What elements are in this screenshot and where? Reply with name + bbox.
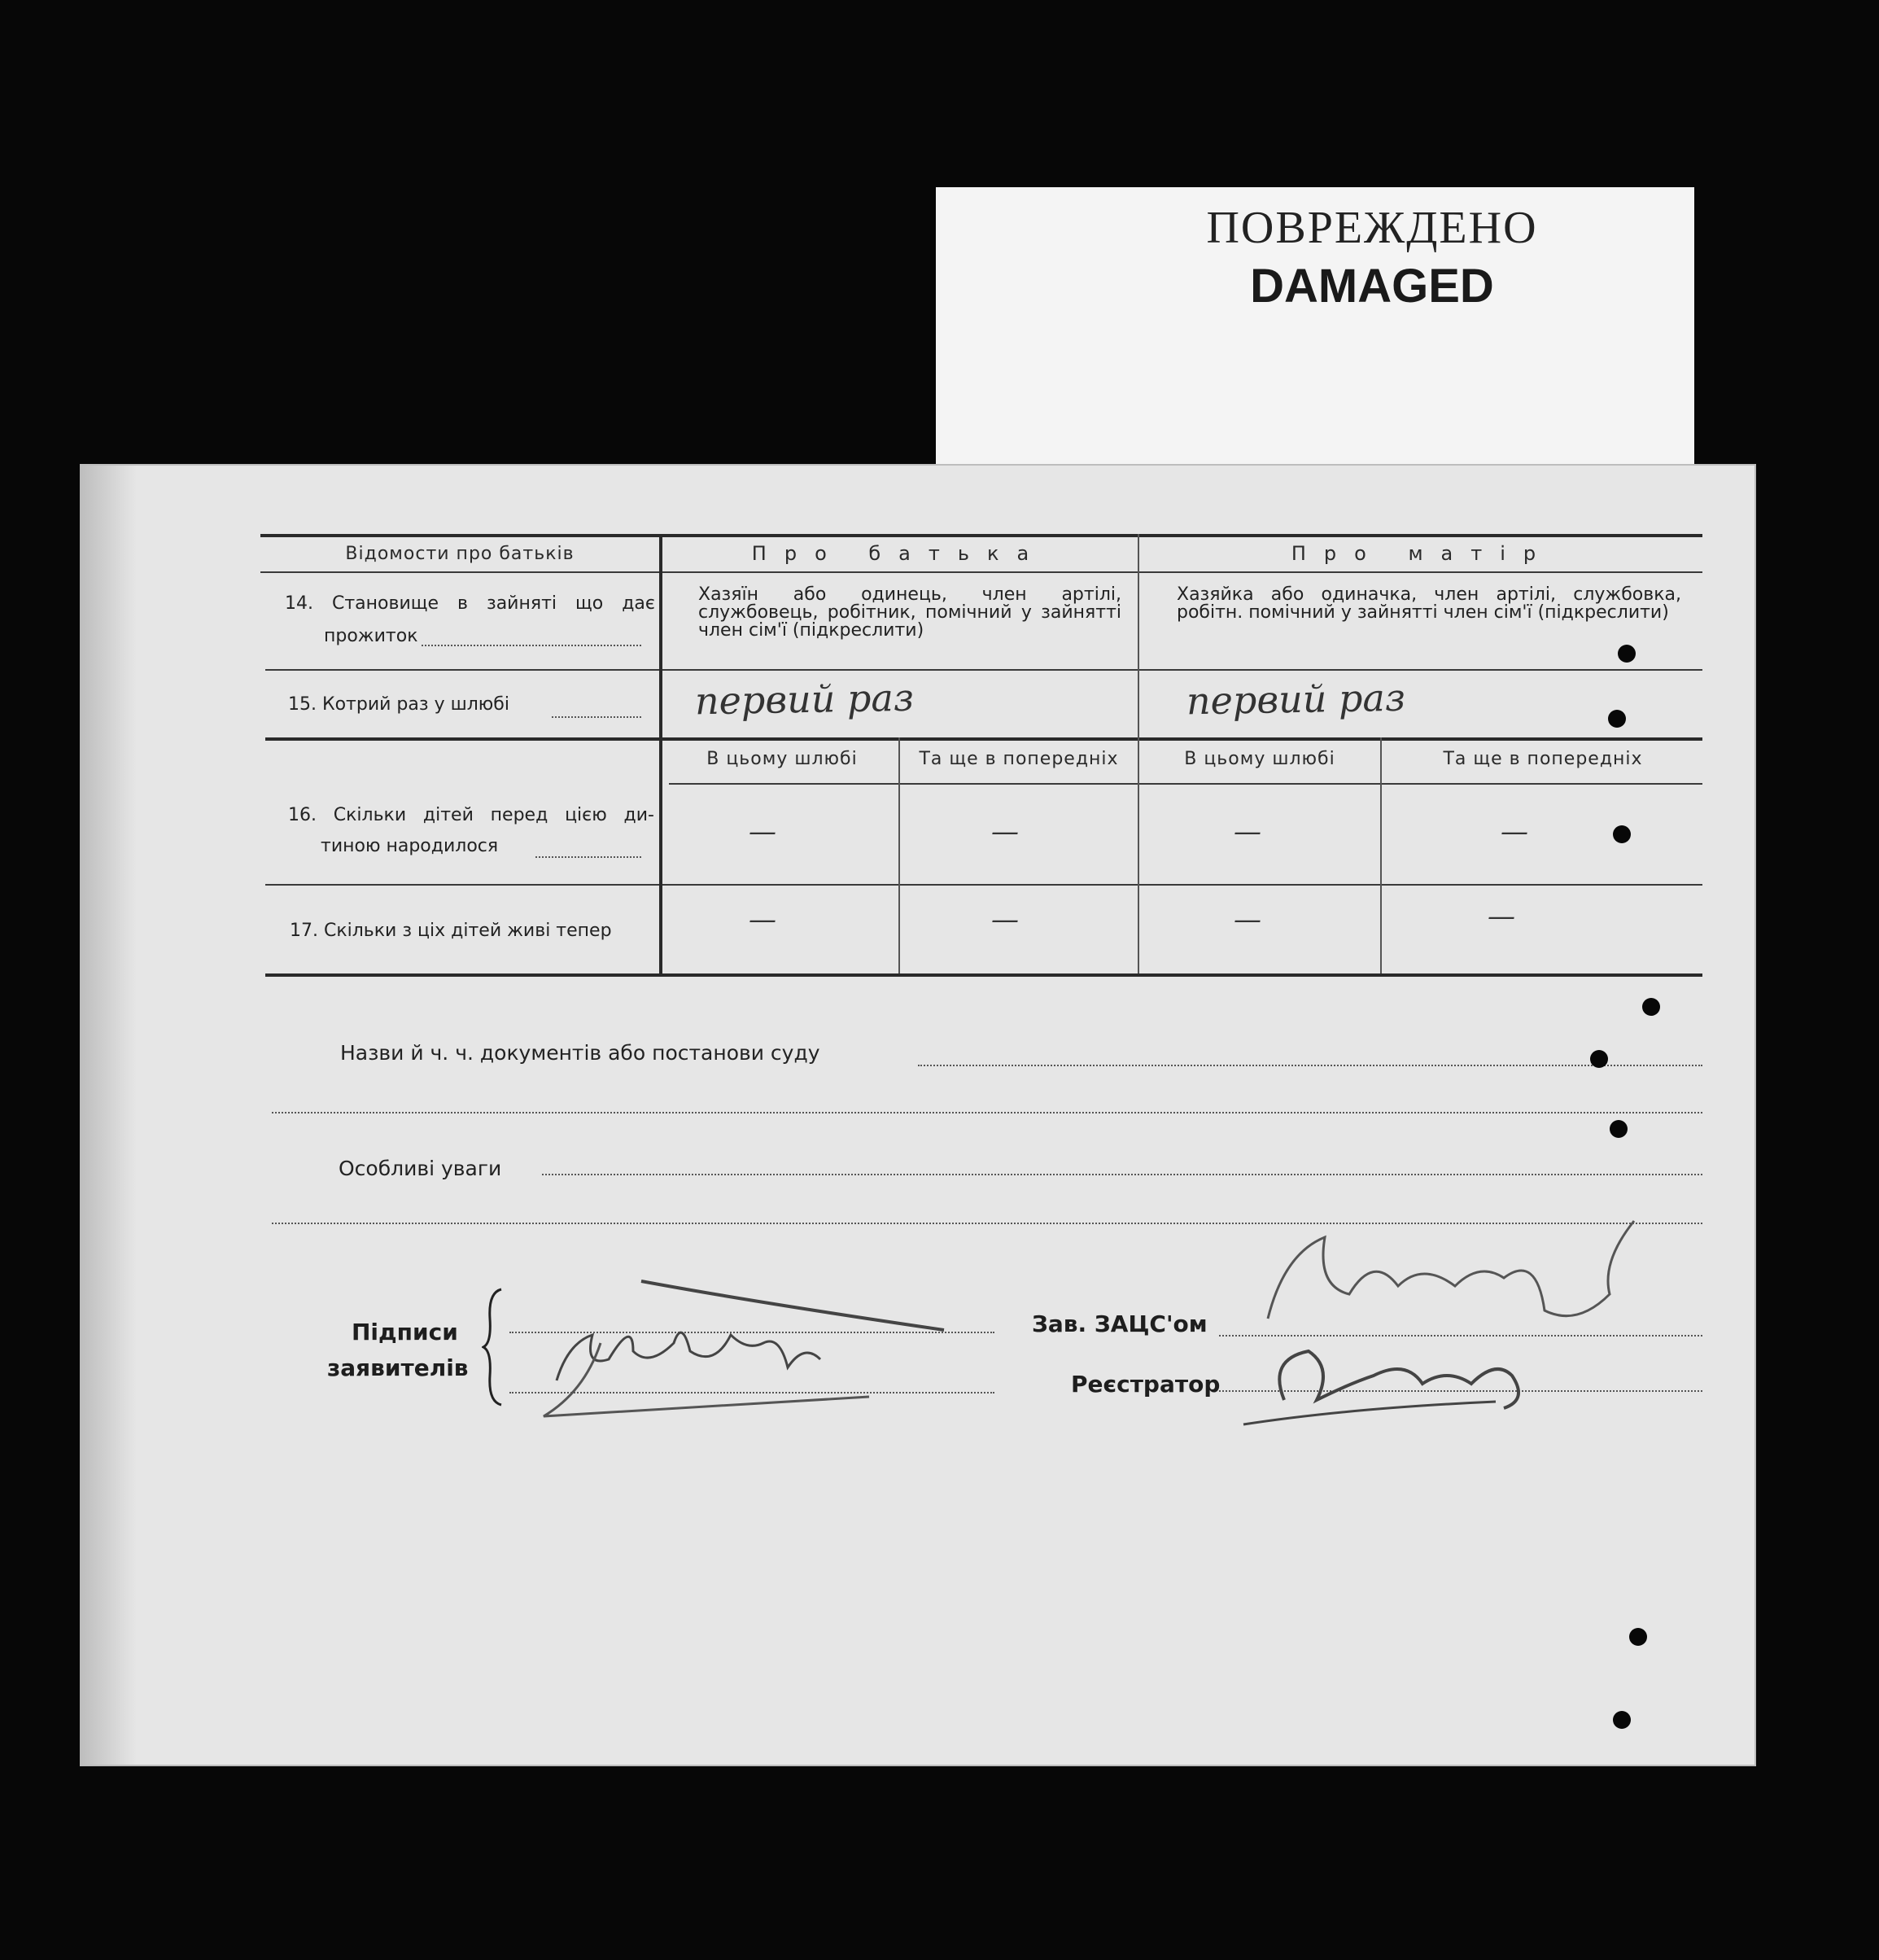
col1-divider — [659, 534, 662, 973]
punch-hole — [1629, 1628, 1647, 1646]
header-mother: Про матір — [1291, 542, 1554, 565]
row16-father-current-value: — — [749, 816, 776, 848]
damaged-label-ru: ПОВРЕЖДЕНО — [1206, 203, 1538, 253]
row15-father-handwritten: первий раз — [694, 675, 915, 724]
registrar-label: Реєстратор — [1071, 1371, 1221, 1398]
header-rule — [260, 571, 1702, 573]
punch-hole — [1613, 825, 1631, 843]
row16-mother-current-value: — — [1234, 816, 1261, 848]
subheader-mother-current: В цьому шлюбі — [1184, 749, 1335, 769]
row16-mother-previous-value: — — [1501, 816, 1528, 848]
subheader-mother-previous: Та ще в попередніх — [1443, 749, 1643, 769]
row17-father-previous-value: — — [991, 903, 1019, 936]
row14-mother-options: Хазяйка або одиначка, член артілі, службовка, робітн. помічний у зайнятті член сім'ї (підкреслити) — [1177, 584, 1681, 623]
subheader-father-current: В цьому шлюбі — [706, 749, 858, 769]
head-zags-label: Зав. ЗАЦС'ом — [1032, 1310, 1208, 1337]
punch-hole — [1610, 1120, 1628, 1138]
row16-leader-dots — [535, 856, 641, 858]
head-and-registrar-signatures — [1235, 1164, 1691, 1441]
damaged-label-en: DAMAGED — [1250, 260, 1494, 313]
subheader-rule — [669, 783, 1702, 785]
subheader-father-previous: Та ще в попередніх — [919, 749, 1119, 769]
row15-label: 15. Котрий раз у шлюбі — [288, 694, 509, 715]
row17-mother-current-value: — — [1234, 903, 1261, 936]
mother-sub-divider — [1380, 737, 1382, 973]
damaged-label-card — [936, 187, 1694, 480]
row15-rule — [265, 737, 1702, 741]
col2-divider — [1138, 534, 1139, 973]
father-sub-divider — [898, 737, 900, 973]
punch-hole — [1590, 1050, 1608, 1068]
registration-form — [80, 464, 1756, 1766]
row14-leader-dots — [422, 645, 641, 646]
table-bottom-rule — [265, 973, 1702, 977]
applicants-brace — [482, 1286, 506, 1408]
row15-mother-handwritten: первий раз — [1186, 675, 1406, 724]
applicants-label-line1: Підписи — [352, 1319, 458, 1345]
document-page — [80, 464, 1756, 1766]
row17-label: 17. Скільки з ціх дітей живі тепер — [290, 921, 612, 941]
documents-line-2 — [272, 1112, 1702, 1113]
punch-hole — [1613, 1711, 1631, 1729]
remarks-label: Особливі уваги — [339, 1157, 502, 1180]
table-top-rule — [260, 534, 1702, 537]
row14-father-options: Хазяїн або одинець, член артілі, службовець, робітник, помічний у зайнятті член сім'ї (підкреслити) — [698, 584, 1121, 641]
documents-line-1 — [918, 1065, 1702, 1066]
row16-father-previous-value: — — [991, 816, 1019, 848]
row16-label-cont: тиною народилося — [321, 836, 499, 856]
row15-leader-dots — [552, 716, 641, 718]
row16-label: 16. Скільки дітей перед цією ди- — [288, 805, 654, 825]
header-father: Про батька — [751, 542, 1047, 565]
applicants-label-line2: заявителів — [327, 1354, 469, 1381]
row17-mother-previous-value: — — [1488, 900, 1515, 933]
applicant-signature — [511, 1245, 967, 1441]
documents-label: Назви й ч. ч. документів або постанови суду — [340, 1041, 820, 1065]
punch-hole — [1608, 710, 1626, 728]
row17-father-current-value: — — [749, 903, 776, 936]
row14-label: 14. Становище в зайняті що дає — [285, 593, 655, 614]
punch-hole — [1642, 998, 1660, 1016]
row14-rule — [265, 669, 1702, 671]
header-parents-info: Відомости про батьків — [345, 544, 575, 564]
punch-hole — [1618, 645, 1636, 663]
row14-label-cont: прожиток — [324, 626, 418, 646]
row16-rule — [265, 884, 1702, 886]
